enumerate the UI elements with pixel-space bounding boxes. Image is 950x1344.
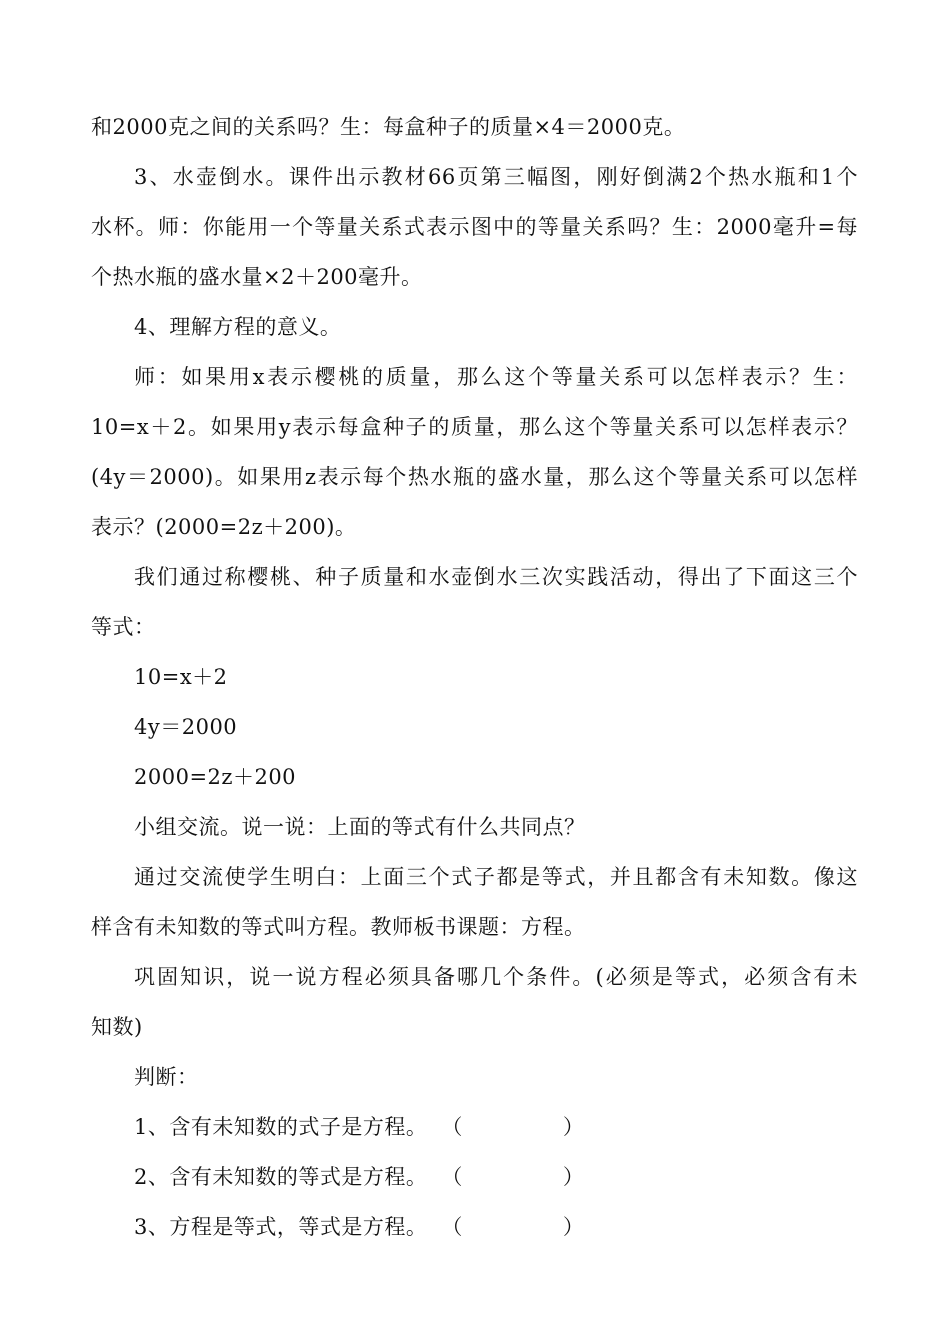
text-line: 师：如果用x表示樱桃的质量，那么这个等量关系可以怎样表示？生： xyxy=(134,365,858,389)
text-line: 个热水瓶的盛水量×2＋200毫升。 xyxy=(91,265,423,289)
text-line: (4y＝2000)。如果用z表示每个热水瓶的盛水量，那么这个等量关系可以怎样 xyxy=(91,465,858,489)
answer-blank-close: ） xyxy=(562,1165,585,1189)
text-line: 我们通过称樱桃、种子质量和水壶倒水三次实践活动，得出了下面这三个 xyxy=(134,565,858,589)
judgment-item xyxy=(134,1162,584,1192)
text-line: 判断： xyxy=(134,1065,199,1089)
answer-blank-open: （ xyxy=(441,1115,463,1139)
judgment-text: 3、方程是等式，等式是方程。 xyxy=(134,1215,428,1239)
text-line: 巩固知识，说一说方程必须具备哪几个条件。(必须是等式，必须含有未 xyxy=(134,965,858,989)
equation-line: 10=x＋2 xyxy=(134,665,228,689)
answer-blank-close: ） xyxy=(562,1115,585,1139)
equation-line: 2000=2z＋200 xyxy=(134,765,297,789)
text-line: 4、理解方程的意义。 xyxy=(134,315,342,339)
text-line: 小组交流。说一说：上面的等式有什么共同点？ xyxy=(134,815,586,839)
judgment-item xyxy=(134,1212,584,1242)
judgment-text: 2、含有未知数的等式是方程。 xyxy=(134,1165,428,1189)
text-line: 表示？(2000=2z＋200)。 xyxy=(91,515,357,539)
text-line: 等式： xyxy=(91,615,156,639)
text-line: 3、水壶倒水。课件出示教材66页第三幅图，刚好倒满2个热水瓶和1个 xyxy=(134,165,858,189)
text-line: 水杯。师：你能用一个等量关系式表示图中的等量关系吗？生：2000毫升=每 xyxy=(91,215,858,239)
text-line: 和2000克之间的关系吗？生：每盒种子的质量×4＝2000克。 xyxy=(91,115,686,139)
text-line: 知数) xyxy=(91,1015,143,1039)
answer-blank-open: （ xyxy=(441,1215,463,1239)
text-line: 样含有未知数的等式叫方程。教师板书课题：方程。 xyxy=(91,915,586,939)
answer-blank-close: ） xyxy=(562,1215,585,1239)
answer-blank-open: （ xyxy=(441,1165,463,1189)
text-line: 10=x＋2。如果用y表示每盒种子的质量，那么这个等量关系可以怎样表示？ xyxy=(91,415,858,439)
equation-line: 4y＝2000 xyxy=(134,715,238,739)
judgment-item xyxy=(134,1112,584,1142)
judgment-text: 1、含有未知数的式子是方程。 xyxy=(134,1115,428,1139)
text-line: 通过交流使学生明白：上面三个式子都是等式，并且都含有未知数。像这 xyxy=(134,865,858,889)
